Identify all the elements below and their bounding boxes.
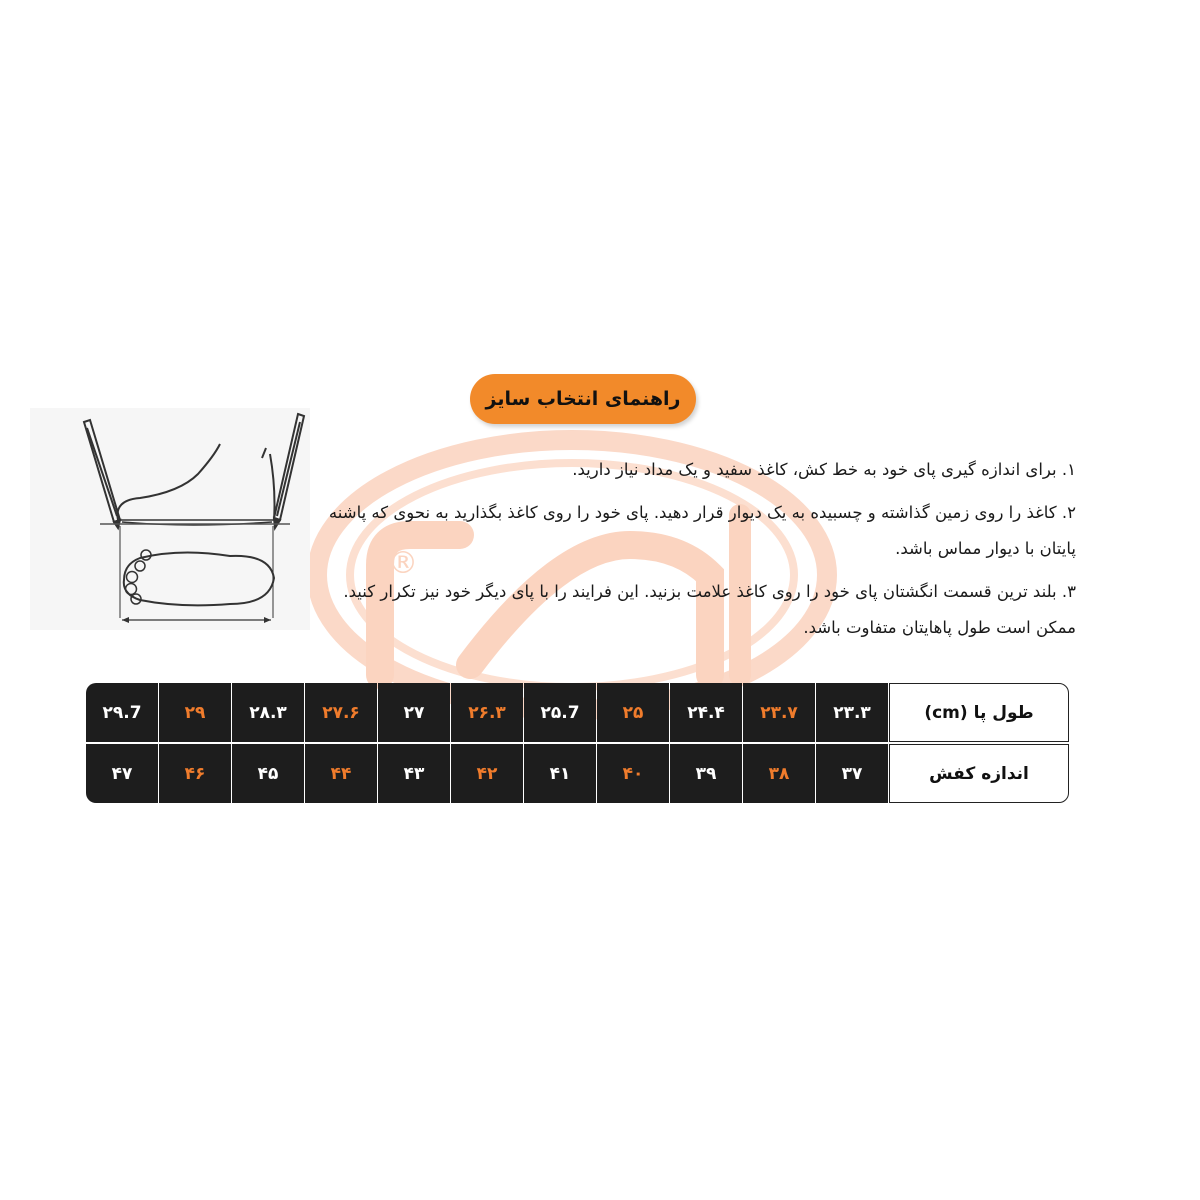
foot-measuring-illustration xyxy=(30,408,310,630)
foot-length-cell: ۲۶.۳ xyxy=(451,683,523,742)
shoe-size-cell: ۳۷ xyxy=(816,744,888,803)
shoe-size-cell: ۴۶ xyxy=(159,744,231,803)
foot-length-cell: ۲۵.7 xyxy=(524,683,596,742)
pencil-icon xyxy=(84,420,120,528)
shoe-size-cell: ۴۲ xyxy=(451,744,523,803)
size-guide-title: راهنمای انتخاب سایز xyxy=(470,374,696,424)
instruction-step-1: ۱. برای اندازه گیری پای خود به خط کش، کاغذ سفید و یک مداد نیاز دارید. xyxy=(572,460,1076,479)
foot-length-cell: ۲۴.۴ xyxy=(670,683,742,742)
shoe-size-cell: ۴۷ xyxy=(86,744,158,803)
foot-length-cell: ۲۳.۳ xyxy=(816,683,888,742)
foot-length-cell: ۲۳.۷ xyxy=(743,683,815,742)
foot-length-cell: ۲۷.۶ xyxy=(305,683,377,742)
foot-length-cell: ۲۵ xyxy=(597,683,669,742)
registered-mark: ® xyxy=(388,546,418,581)
shoe-size-cell: ۳۸ xyxy=(743,744,815,803)
measuring-instructions xyxy=(300,452,1076,653)
foot-length-header: طول پا (cm) xyxy=(889,683,1069,742)
foot-length-cell: ۲۸.۳ xyxy=(232,683,304,742)
foot-length-cell: ۲۷ xyxy=(378,683,450,742)
shoe-size-cell: ۴۰ xyxy=(597,744,669,803)
shoe-size-cell: ۴۳ xyxy=(378,744,450,803)
shoe-size-cell: ۴۱ xyxy=(524,744,596,803)
instruction-step-2: ۲. کاغذ را روی زمین گذاشته و چسبیده به یک دیوار قرار دهید. پای خود را روی کاغذ بگذارید به نحوی که پاشنه پایتان با دیوار مماس باشد. xyxy=(328,503,1076,558)
size-chart-table xyxy=(95,683,1069,803)
shoe-size-header: اندازه کفش xyxy=(889,744,1069,803)
shoe-size-cell: ۴۵ xyxy=(232,744,304,803)
foot-length-cell: ۲۹ xyxy=(159,683,231,742)
shoe-size-cell: ۴۴ xyxy=(305,744,377,803)
foot-side-view-icon xyxy=(117,444,274,520)
foot-length-cell: ۲۹.7 xyxy=(86,683,158,742)
shoe-size-cell: ۳۹ xyxy=(670,744,742,803)
instruction-step-3: ۳. بلند ترین قسمت انگشتان پای خود را روی کاغذ علامت بزنید. این فرایند را با پای دیگر خود نیز تکرار کنید. ممکن است طول پاهایتان متفاوت باشد. xyxy=(343,582,1076,637)
